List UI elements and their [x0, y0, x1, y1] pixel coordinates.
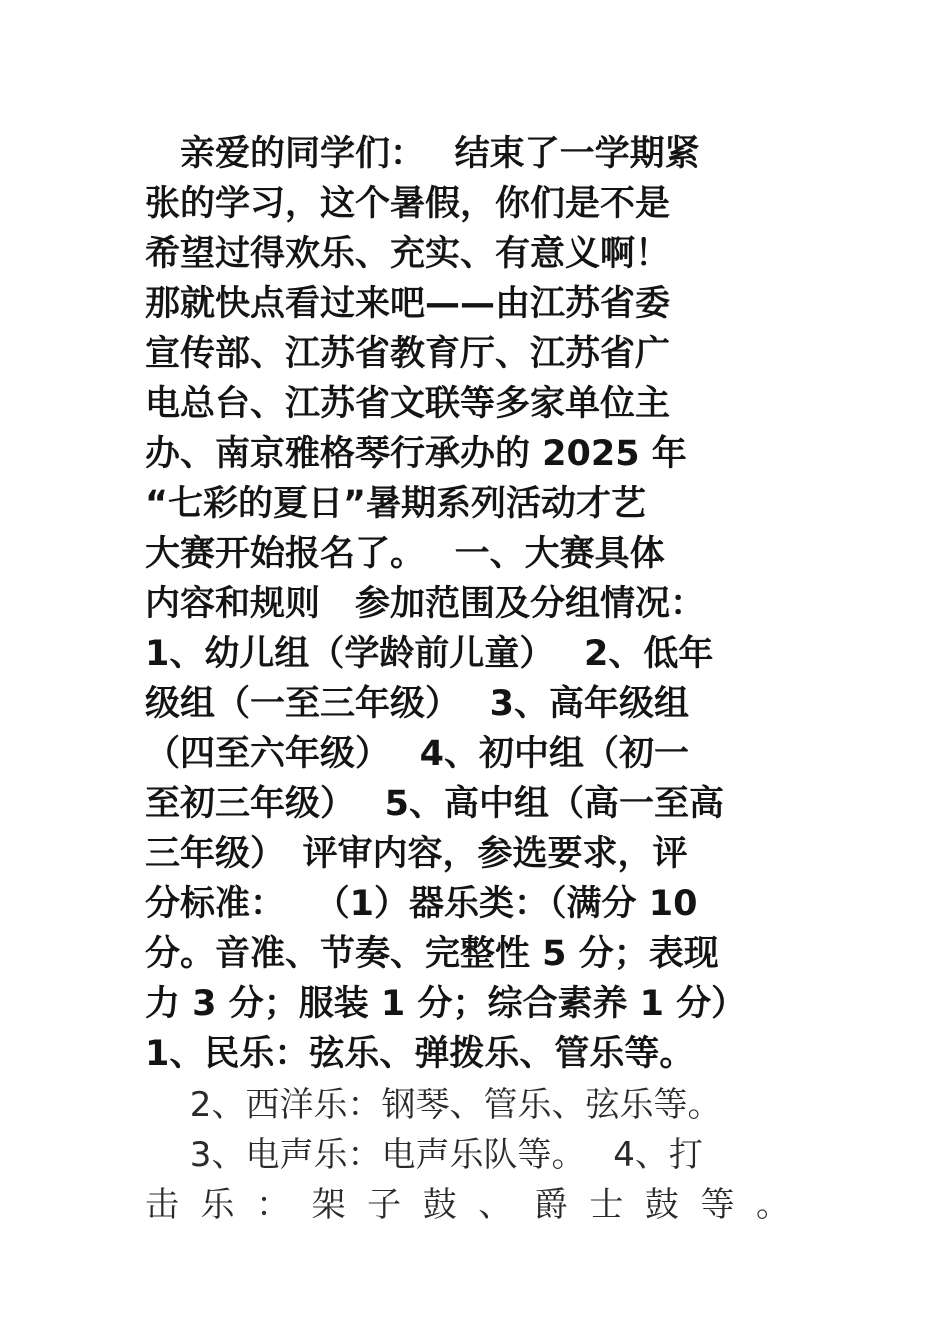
text-line-10: 内容和规则 参加范围及分组情况：	[145, 584, 706, 624]
text-line-20: 2、西洋乐：钢琴、管乐、弦乐等。	[145, 1085, 722, 1125]
text-line-16: 分标准： （1）器乐类：（满分 10	[145, 884, 698, 924]
text-line-7: 办、南京雅格琴行承办的 2025 年	[145, 434, 687, 474]
text-line-13: （四至六年级） 4、初中组（初一	[145, 734, 690, 774]
text-line-12: 级组（一至三年级） 3、高年级组	[145, 684, 690, 724]
text-line-1: 亲爱的同学们： 结束了一学期紧	[145, 134, 700, 174]
text-line-9: 大赛开始报名了。 一、大赛具体	[145, 534, 665, 574]
text-line-8: “七彩的夏日”暑期系列活动才艺	[145, 484, 647, 524]
text-line-6: 电总台、江苏省文联等多家单位主	[145, 384, 671, 424]
text-line-2: 张的学习，这个暑假，你们是不是	[145, 184, 671, 224]
text-line-21: 3、电声乐：电声乐队等。 4、打	[145, 1135, 703, 1175]
text-line-17: 分。音准、节奏、完整性 5 分；表现	[145, 934, 719, 974]
text-line-11: 1、幼儿组（学龄前儿童） 2、低年	[145, 634, 714, 674]
text-line-19: 1、民乐：弦乐、弹拨乐、管乐等。	[145, 1034, 695, 1074]
text-line-22: 击乐：架子鼓、爵士鼓等。	[145, 1185, 790, 1225]
text-line-5: 宣传部、江苏省教育厅、江苏省广	[145, 334, 671, 374]
text-line-15: 三年级） 评审内容，参选要求，评	[145, 834, 688, 874]
text-line-14: 至初三年级） 5、高中组（高一至高	[145, 784, 725, 824]
text-line-18: 力 3 分；服装 1 分；综合素养 1 分）	[145, 984, 747, 1024]
text-line-4: 那就快点看过来吧——由江苏省委	[145, 284, 671, 324]
text-line-3: 希望过得欢乐、充实、有意义啊！	[145, 234, 671, 274]
